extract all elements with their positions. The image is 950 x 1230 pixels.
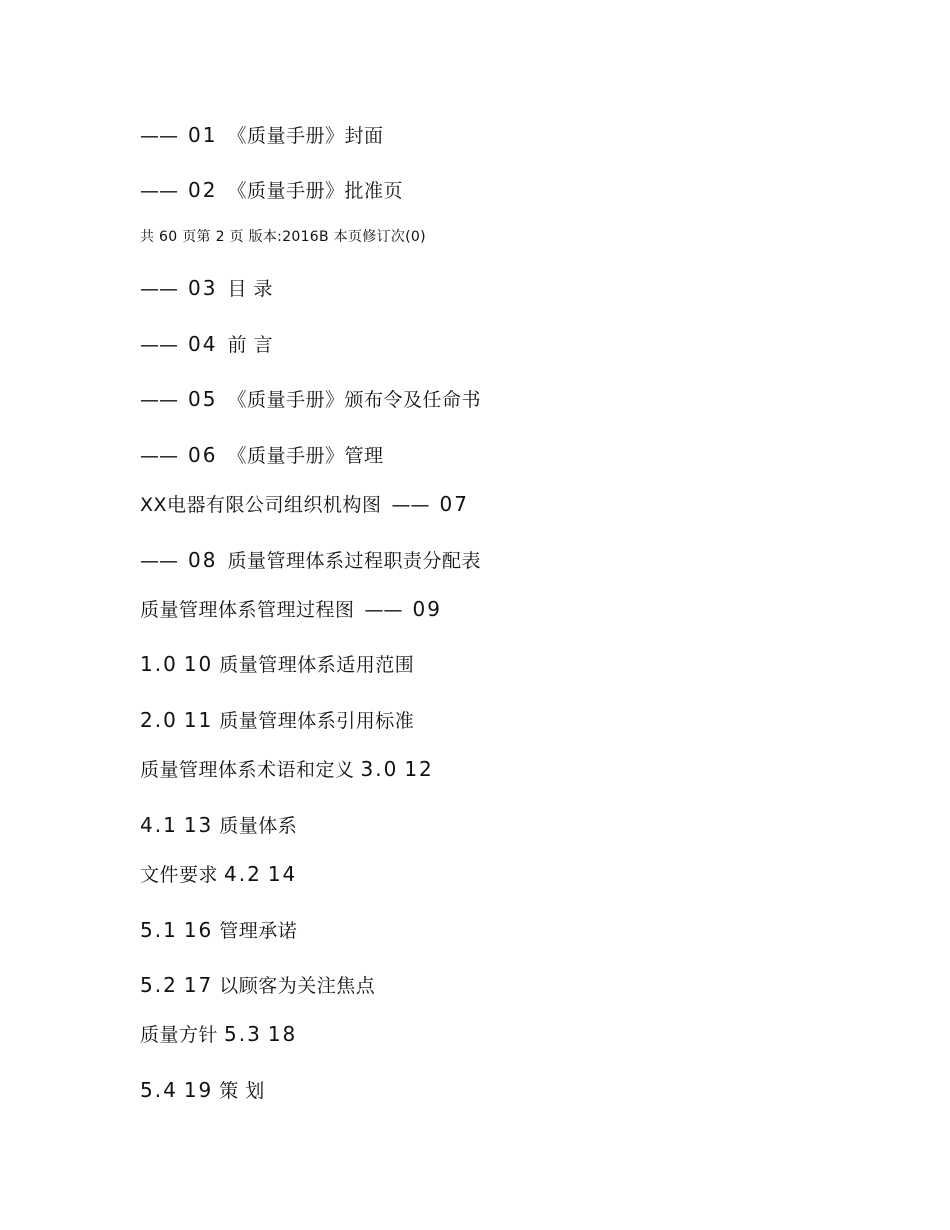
toc-page-number: 06 [188,443,218,467]
toc-page-number: 02 [188,178,218,202]
toc-entry-05 [140,387,481,412]
toc-title: 《质量手册》颁布令及任命书 [227,389,481,411]
toc-dash: —— [140,334,178,356]
toc-page-number: 13 [183,813,214,837]
page-header-note: 共 60 页第 2 页 版本:2016B 本页修订次(0) [140,229,426,245]
toc-page-number: 10 [183,652,214,676]
toc-page-number: 16 [183,918,214,942]
toc-page-number: 19 [183,1078,214,1102]
toc-section-number: 3.0 [360,757,399,781]
toc-page-number: 05 [188,387,218,411]
toc-title: 质量管理体系术语和定义 [140,759,355,781]
toc-entry-13 [140,813,297,838]
toc-title: 质量管理体系引用标准 [219,710,415,732]
toc-page-number: 01 [188,123,218,147]
toc-section-number: 5.3 [224,1022,262,1046]
toc-entry-14 [140,862,297,887]
toc-entry-19 [140,1078,265,1103]
toc-dash: —— [140,278,178,300]
toc-entry-07 [140,492,469,517]
toc-title: 目 录 [227,278,273,300]
toc-title: 文件要求 [140,864,219,886]
toc-title: 以顾客为关注焦点 [219,975,376,997]
toc-entry-02 [140,178,403,203]
toc-page-number: 11 [183,708,214,732]
toc-section-number: 4.1 [140,813,178,837]
toc-title: 《质量手册》管理 [227,445,384,467]
toc-entry-16 [140,918,297,943]
toc-page-number: 08 [188,548,218,572]
toc-section-number: 5.2 [140,973,178,997]
toc-dash: —— [140,125,178,147]
toc-section-number: 5.1 [140,918,178,942]
toc-dash: —— [140,550,178,572]
toc-page-number: 09 [412,597,442,621]
toc-page-number: 12 [404,757,434,781]
toc-title: 质量管理体系管理过程图 [140,599,355,621]
toc-entry-01 [140,123,383,148]
toc-dash: —— [140,180,178,202]
toc-page-number: 14 [267,862,298,886]
toc-entry-03 [140,276,273,301]
toc-title: 前 言 [227,334,273,356]
toc-title: 质量体系 [219,815,298,837]
toc-title: XX电器有限公司组织机构图 [140,494,382,516]
toc-section-number: 4.2 [224,862,262,886]
toc-section-number: 5.4 [140,1078,178,1102]
toc-entry-04 [140,332,273,357]
toc-section-number: 1.0 [140,652,178,676]
toc-entry-09 [140,597,442,622]
toc-section-number: 2.0 [140,708,178,732]
toc-page-number: 17 [183,973,214,997]
toc-entry-17 [140,973,375,998]
toc-title: 策 划 [219,1080,265,1102]
toc-page-number: 07 [439,492,469,516]
toc-title: 质量管理体系过程职责分配表 [227,550,481,572]
toc-entry-12 [140,757,434,782]
toc-entry-11 [140,708,414,733]
toc-title: 《质量手册》批准页 [227,180,403,202]
toc-title: 质量管理体系适用范围 [219,654,415,676]
toc-title: 质量方针 [140,1024,219,1046]
toc-dash: —— [391,494,430,516]
toc-dash: —— [140,445,178,467]
toc-page-number: 03 [188,276,218,300]
toc-entry-18 [140,1022,297,1047]
toc-page-number: 04 [188,332,218,356]
toc-page-number: 18 [267,1022,298,1046]
toc-title: 《质量手册》封面 [227,125,384,147]
toc-dash: —— [364,599,403,621]
toc-entry-08 [140,548,481,573]
toc-entry-06 [140,443,383,468]
toc-title: 管理承诺 [219,920,298,942]
toc-dash: —— [140,389,178,411]
toc-entry-10 [140,652,414,677]
